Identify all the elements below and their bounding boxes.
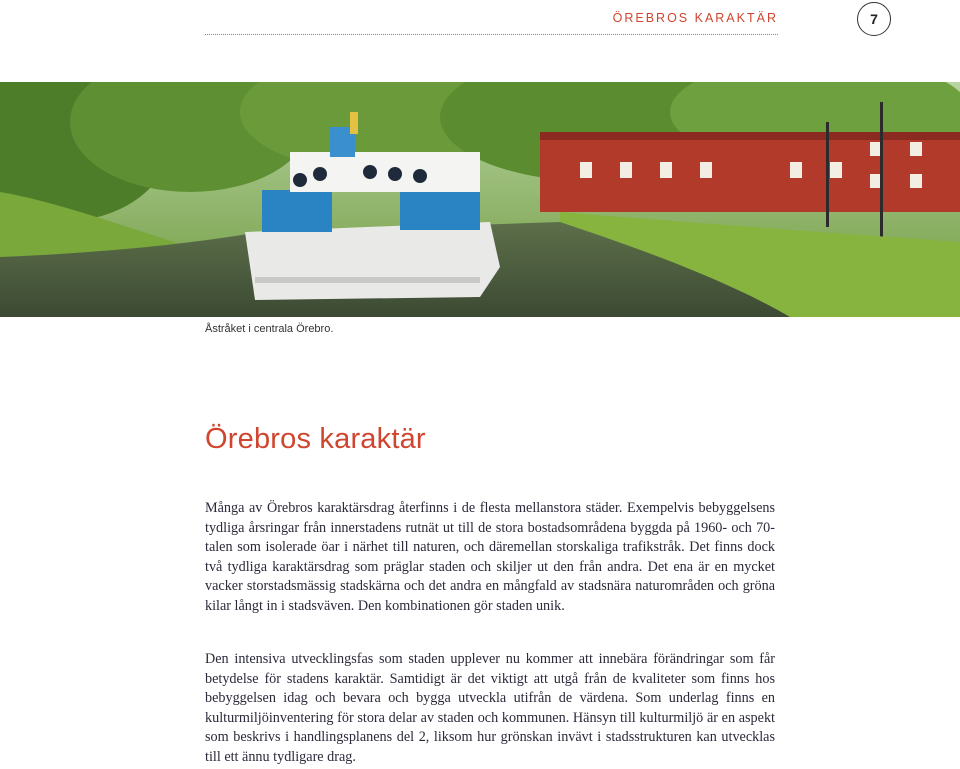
page-number-badge: 7 <box>857 2 891 36</box>
photo-illustration <box>0 82 960 317</box>
lamp-post <box>826 122 829 227</box>
canal-boat-photo <box>0 82 960 317</box>
body-paragraph-2: Den intensiva utvecklingsfas som staden upplever nu kommer att innebära förändringar som får betydelse för stadens karaktär. Samtidigt är det viktigt att utgå från de kvaliteter som finns hos bebyggelsen idag och bevara och bygga utveckla utifrån de värdena. Som underlag finns en kulturmiljöinventering för stora delar av staden och kommunen. Hänsyn till kulturmiljö är en aspekt som beskrivs i handlingsplanens del 2, liksom hur grönskan invävt i stadsstrukturen kan utvecklas till ett ännu tydligare drag. <box>205 651 775 765</box>
header-dotted-rule <box>205 34 778 35</box>
photo-caption: Åstråket i centrala Örebro. <box>205 323 334 335</box>
running-header-title: ÖREBROS KARAKTÄR <box>612 11 778 25</box>
page-header <box>0 0 960 45</box>
lamp-post <box>880 102 883 242</box>
building-roofline <box>540 132 960 140</box>
body-paragraph-1: Många av Örebros karaktärsdrag återfinns i de flesta mellanstora städer. Exempelvis bebyggelsens tydliga årsringar från innerstadens rutnät ut till de stora bostadsområdena byggda på 1960- och 70-talen som isolerade öar i närhet till naturen, och däremellan storskaliga trafikstråk. Det finns dock två tydliga karaktärsdrag som präglar staden och skiljer ut den från andra. Det ena är en mycket vacker storstadsmässig stadskärna och det andra en mångfald av stadsnära naturområden och gröna kilar långt in i stadsväven. Den kombinationen gör staden unik. <box>205 500 775 614</box>
section-heading: Örebros karaktär <box>205 423 426 455</box>
red-building <box>540 137 960 212</box>
